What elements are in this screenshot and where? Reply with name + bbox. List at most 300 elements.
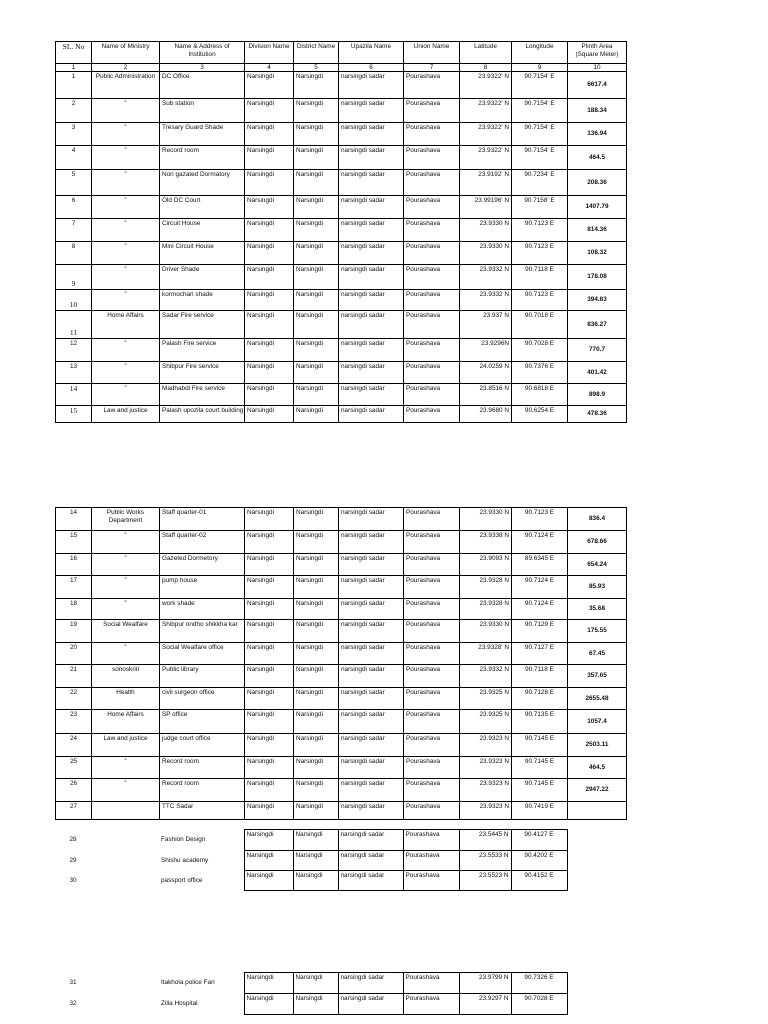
union-cell: Pourashava [404,802,460,820]
institution-cell: Zilla Hospital [161,1000,198,1007]
district-cell: Narsingdi [293,994,338,1015]
union-cell: Pourashava [404,554,460,576]
ministry-cell: " [92,599,160,620]
district-cell: Narsingdi [294,265,339,290]
latitude-cell: 23.8516 N [460,384,512,406]
longitude-cell: 90.7135 E [512,710,568,734]
ministry-cell: " [92,339,160,362]
facility-table-3 [55,829,626,891]
institution-cell: Old DC Court [160,196,245,219]
district-cell: Narsingdi [294,710,339,734]
district-cell: Narsingdi [294,757,339,779]
ministry-cell [91,851,159,871]
district-cell: Narsingdi [294,688,339,710]
division-cell: Narsingdi [245,554,294,576]
table-row [56,710,627,734]
ministry-cell: " [92,242,160,265]
union-cell: Pourashava [404,339,460,362]
institution-cell: SP office [160,710,245,734]
longitude-cell: 90.7118 E [512,665,568,688]
district-cell: Narsingdi [294,620,339,643]
ministry-cell: " [92,576,160,599]
upazila-cell: narsingdi sadar [339,384,404,406]
ministry-cell: Home Affairs [92,710,160,734]
sl-no-cell: 25 [56,757,92,779]
table-row [56,311,627,339]
ministry-cell [92,802,160,820]
ministry-cell [91,994,159,1015]
division-cell: Narsingdi [244,871,293,891]
union-cell: Pourashava [404,620,460,643]
union-cell: Pourashava [403,871,459,891]
district-cell: Narsingdi [294,406,339,423]
institution-cell: Staff quarter-01 [160,508,245,531]
district-cell: Narsingdi [294,362,339,384]
column-number-row [56,64,627,72]
institution-cell: Driver Shade [160,265,245,290]
longitude-cell: 90.7118 E [512,265,568,290]
plinth-area-cell: 1057.4 [568,710,627,734]
table-row [56,688,627,710]
latitude-cell: 23.9328 N [460,576,512,599]
sl-no-cell: 5 [56,170,92,196]
plinth-area-cell: 478.36 [568,406,627,423]
table-row [55,994,626,1015]
longitude-cell: 90.7129 E [512,620,568,643]
column-number: 2 [92,64,160,72]
district-cell: Narsingdi [294,384,339,406]
header-district: District Name [294,42,339,64]
facility-table-2 [55,507,627,820]
division-cell: Narsingdi [245,242,294,265]
column-number: 8 [460,64,512,72]
upazila-cell: narsingdi sadar [338,830,403,851]
union-cell: Pourashava [404,643,460,665]
header-institution: Name & Address of Institution [160,42,245,64]
union-cell: Pourashava [404,99,460,123]
division-cell: Narsingdi [245,339,294,362]
district-cell: Narsingdi [294,242,339,265]
union-cell: Pourashava [404,242,460,265]
sl-no-cell: 14 [56,508,92,531]
table-row [56,146,627,170]
sl-no-cell: 3 [56,123,92,146]
union-cell: Pourashava [404,265,460,290]
plinth-area-cell: 175.55 [568,620,627,643]
union-cell: Pourashava [404,123,460,146]
plinth-area-cell [567,994,626,1015]
ministry-cell: " [92,123,160,146]
table-row [56,734,627,757]
table-row [56,219,627,242]
institution-cell: Record room [160,757,245,779]
ministry-cell: " [92,554,160,576]
longitude-cell: 90.4202 E [511,851,567,871]
header-union: Union Name [404,42,460,64]
upazila-cell: narsingdi sadar [339,99,404,123]
table-row [55,871,626,891]
plinth-area-cell: 1407.79 [568,196,627,219]
union-cell: Pourashava [403,851,459,871]
union-cell: Pourashava [404,219,460,242]
division-cell: Narsingdi [245,406,294,423]
plinth-area-cell: 136.94 [568,123,627,146]
division-cell: Narsingdi [245,384,294,406]
upazila-cell: narsingdi sadar [339,339,404,362]
institution-cell: work shade [160,599,245,620]
division-cell: Narsingdi [245,170,294,196]
upazila-cell: narsingdi sadar [339,688,404,710]
sl-no-cell: 16 [56,554,92,576]
ministry-cell: Social Wealfare [92,620,160,643]
facility-table-1 [55,41,627,423]
division-cell: Narsingdi [245,290,294,311]
table-row [56,242,627,265]
ministry-cell: " [92,757,160,779]
district-cell: Narsingdi [293,830,338,851]
district-cell: Narsingdi [294,72,339,99]
ministry-cell: " [92,779,160,802]
sl-no-cell: 4 [56,146,92,170]
district-cell: Narsingdi [294,146,339,170]
table-row [56,779,627,802]
latitude-cell: 23.5533 N [459,851,511,871]
ministry-cell: " [92,362,160,384]
institution-cell: Sub station [160,99,245,123]
latitude-cell: 23.9323 N [460,802,512,820]
table-row [56,643,627,665]
sl-no-cell: 1 [56,72,92,99]
union-cell: Pourashava [404,362,460,384]
institution-cell: Shibpur Fire service [160,362,245,384]
plinth-area-cell: 85.93 [568,576,627,599]
upazila-cell: narsingdi sadar [339,710,404,734]
ministry-cell: " [92,196,160,219]
division-cell: Narsingdi [245,757,294,779]
latitude-cell: 23.99196' N [460,196,512,219]
longitude-cell: 90.7145 E [512,757,568,779]
sl-no-cell: 20 [56,643,92,665]
latitude-cell: 23.9325 N [460,710,512,734]
sl-no-cell: 2 [56,99,92,123]
plinth-area-cell: 188.34 [568,99,627,123]
plinth-area-cell: 108.32 [568,242,627,265]
ministry-cell: " [92,265,160,290]
column-number: 3 [160,64,245,72]
institution-cell: Gazeted Dormetory [160,554,245,576]
union-cell: Pourashava [404,170,460,196]
plinth-area-cell [567,871,626,891]
sl-no-cell: 7 [56,219,92,242]
longitude-cell: 90.7127 E [512,643,568,665]
plinth-area-cell: 464.5 [568,757,627,779]
plinth-area-cell: 836.4 [568,508,627,531]
upazila-cell: narsingdi sadar [339,531,404,554]
ministry-cell [91,973,159,994]
division-cell: Narsingdi [244,851,293,871]
district-cell: Narsingdi [294,219,339,242]
ministry-cell: " [92,146,160,170]
division-cell: Narsingdi [245,99,294,123]
plinth-area-cell: 401.42 [568,362,627,384]
longitude-cell: 90.7154' E [512,146,568,170]
ministry-cell: " [92,531,160,554]
plinth-area-cell [567,973,626,994]
union-cell: Pourashava [404,146,460,170]
sl-no-cell: 18 [56,599,92,620]
sl-no-cell: 15 [56,531,92,554]
plinth-area-cell: 770.7 [568,339,627,362]
plinth-area-cell: 208.36 [568,170,627,196]
longitude-cell: 90.7123 E [512,508,568,531]
longitude-cell: 90.7158' E [512,196,568,219]
plinth-area-cell: 836.27 [568,311,627,339]
longitude-cell: 90.7154' E [512,123,568,146]
longitude-cell: 90.7376 E [512,362,568,384]
longitude-cell: 90.7326 E [511,973,567,994]
sl-no-cell: 27 [56,802,92,820]
division-cell: Narsingdi [245,146,294,170]
district-cell: Narsingdi [294,554,339,576]
upazila-cell: narsingdi sadar [339,779,404,802]
latitude-cell: 23.9680 N [460,406,512,423]
plinth-area-cell: 178.08 [568,265,627,290]
sl-no-cell: 24 [56,734,92,757]
division-cell: Narsingdi [245,665,294,688]
division-cell: Narsingdi [245,311,294,339]
plinth-area-cell: 67.45 [568,643,627,665]
column-number: 5 [294,64,339,72]
sl-no-cell: 10 [56,290,92,311]
district-cell: Narsingdi [294,734,339,757]
longitude-cell: 90.4127 E [511,830,567,851]
ministry-cell [91,871,159,891]
institution-cell: Circuit House [160,219,245,242]
district-cell: Narsingdi [294,576,339,599]
division-cell: Narsingdi [244,973,293,994]
institution-cell: Itakhola police Fari [161,979,215,986]
sl-no-cell: 22 [56,688,92,710]
latitude-cell: 23.9323 N [460,734,512,757]
division-cell: Narsingdi [245,688,294,710]
institution-cell: Record room [160,779,245,802]
longitude-cell: 90.7124 E [512,599,568,620]
upazila-cell: narsingdi sadar [339,72,404,99]
union-cell: Pourashava [404,688,460,710]
upazila-cell: narsingdi sadar [338,871,403,891]
plinth-area-cell: 2947.22 [568,779,627,802]
ministry-cell: Home Affairs [92,311,160,339]
column-number: 6 [339,64,404,72]
header-ministry: Name of Ministry [92,42,160,64]
plinth-area-cell [567,851,626,871]
latitude-cell: 23.9322' N [460,72,512,99]
latitude-cell: 23.9330 N [460,219,512,242]
header-division: Division Name [245,42,294,64]
upazila-cell: narsingdi sadar [339,802,404,820]
latitude-cell: 23.937 N [460,311,512,339]
upazila-cell: narsingdi sadar [339,123,404,146]
division-cell: Narsingdi [245,219,294,242]
institution-cell: TTC Sadar [160,802,245,820]
longitude-cell: 90.7028 E [512,339,568,362]
division-cell: Narsingdi [245,802,294,820]
sl-no-cell: 11 [56,311,92,339]
latitude-cell: 23.9192' N [460,170,512,196]
sl-no-cell: 26 [56,779,92,802]
district-cell: Narsingdi [294,170,339,196]
latitude-cell: 23.9330 N [460,508,512,531]
upazila-cell: narsingdi sadar [338,994,403,1015]
institution-cell: Public library [160,665,245,688]
union-cell: Pourashava [404,599,460,620]
facility-table-4 [55,972,626,1015]
district-cell: Narsingdi [294,599,339,620]
latitude-cell: 23.9330 N [460,620,512,643]
division-cell: Narsingdi [245,734,294,757]
latitude-cell: 23.5523 N [459,871,511,891]
table-row [56,576,627,599]
longitude-cell: 90.7018 E [512,311,568,339]
union-cell: Pourashava [404,665,460,688]
sl-no-cell: 15 [56,406,92,423]
ministry-cell: Law and justice [92,734,160,757]
sl-no-cell: 31 [69,979,77,986]
latitude-cell: 23.9332 N [460,665,512,688]
institution-cell: Madhabdi Fire service [160,384,245,406]
longitude-cell: 90.7124 E [512,576,568,599]
sl-no-cell: 23 [56,710,92,734]
institution-cell: civil surgeon office [160,688,245,710]
union-cell: Pourashava [404,406,460,423]
longitude-cell: 90.7123 E [512,219,568,242]
district-cell: Narsingdi [294,196,339,219]
latitude-cell: 23.9093 N [460,554,512,576]
union-cell: Pourashava [404,196,460,219]
upazila-cell: narsingdi sadar [339,508,404,531]
district-cell: Narsingdi [294,339,339,362]
latitude-cell: 23.9325 N [460,688,512,710]
table-row [56,531,627,554]
latitude-cell: 23.9322' N [460,99,512,123]
column-number: 1 [56,64,92,72]
plinth-area-cell: 35.68 [568,599,627,620]
division-cell: Narsingdi [245,531,294,554]
longitude-cell: 90.6818 E [512,384,568,406]
union-cell: Pourashava [404,311,460,339]
upazila-cell: narsingdi sadar [338,851,403,871]
institution-cell: Sadar Fire service [160,311,245,339]
latitude-cell: 23.9328' N [460,643,512,665]
division-cell: Narsingdi [245,72,294,99]
upazila-cell: narsingdi sadar [339,196,404,219]
division-cell: Narsingdi [245,779,294,802]
table-row [56,265,627,290]
union-cell: Pourashava [404,757,460,779]
upazila-cell: narsingdi sadar [339,620,404,643]
plinth-area-cell [568,802,627,820]
latitude-cell: 24.0259 N [460,362,512,384]
upazila-cell: narsingdi sadar [339,146,404,170]
division-cell: Narsingdi [245,643,294,665]
longitude-cell: 90.4152 E [511,871,567,891]
table-row [55,973,626,994]
table-row [56,339,627,362]
table-row [56,72,627,99]
latitude-cell: 23.9328 N [460,599,512,620]
ministry-cell: Public Works Department [92,508,160,531]
latitude-cell: 23.9330 N [460,242,512,265]
union-cell: Pourashava [403,973,459,994]
union-cell: Pourashava [404,72,460,99]
header-upazila: Upazila Name [339,42,404,64]
sl-no-cell: 32 [69,1000,77,1007]
district-cell: Narsingdi [294,665,339,688]
institution-cell: Palash Fire service [160,339,245,362]
district-cell: Narsingdi [294,508,339,531]
institution-cell: Record room [160,146,245,170]
latitude-cell: 23.9297 N [459,994,511,1015]
table-row [56,406,627,423]
sl-no-cell: 9 [56,265,92,290]
union-cell: Pourashava [403,994,459,1015]
ministry-cell: Public Administration [92,72,160,99]
institution-cell: kormochari shade [160,290,245,311]
table-row [56,665,627,688]
plinth-area-cell: 814.36 [568,219,627,242]
sl-no-cell: 28 [69,836,77,843]
longitude-cell: 90.7145 E [512,779,568,802]
upazila-cell: narsingdi sadar [339,265,404,290]
table-row [55,851,626,871]
longitude-cell: 90.7128 E [512,688,568,710]
sl-no-cell: 6 [56,196,92,219]
division-cell: Narsingdi [245,710,294,734]
upazila-cell: narsingdi sadar [339,757,404,779]
ministry-cell: " [92,643,160,665]
table-row [56,170,627,196]
union-cell: Pourashava [404,384,460,406]
institution-cell: Tresary Guard Shade [160,123,245,146]
table-row [56,620,627,643]
division-cell: Narsingdi [244,830,293,851]
latitude-cell: 23.5445 N [459,830,511,851]
ministry-cell [91,830,159,851]
header-latitude: Latitude [460,42,512,64]
longitude-cell: 90.7419 E [512,802,568,820]
plinth-area-cell: 464.5 [568,146,627,170]
district-cell: Narsingdi [294,311,339,339]
longitude-cell: 90.7234' E [512,170,568,196]
latitude-cell: 23.9332 N [460,290,512,311]
institution-cell: passport office [161,876,203,884]
union-cell: Pourashava [404,290,460,311]
ministry-cell: sonoskriti [92,665,160,688]
plinth-area-cell: 678.66 [568,531,627,554]
division-cell: Narsingdi [245,362,294,384]
longitude-cell: 89.6345 E [512,554,568,576]
district-cell: Narsingdi [294,802,339,820]
ministry-cell: Law and justice [92,406,160,423]
latitude-cell: 23.9296N [460,339,512,362]
division-cell: Narsingdi [245,123,294,146]
sl-no-cell: 29 [69,856,77,864]
union-cell: Pourashava [403,830,459,851]
district-cell: Narsingdi [294,123,339,146]
table-row [56,196,627,219]
upazila-cell: narsingdi sadar [339,665,404,688]
longitude-cell: 90.7154' E [512,72,568,99]
